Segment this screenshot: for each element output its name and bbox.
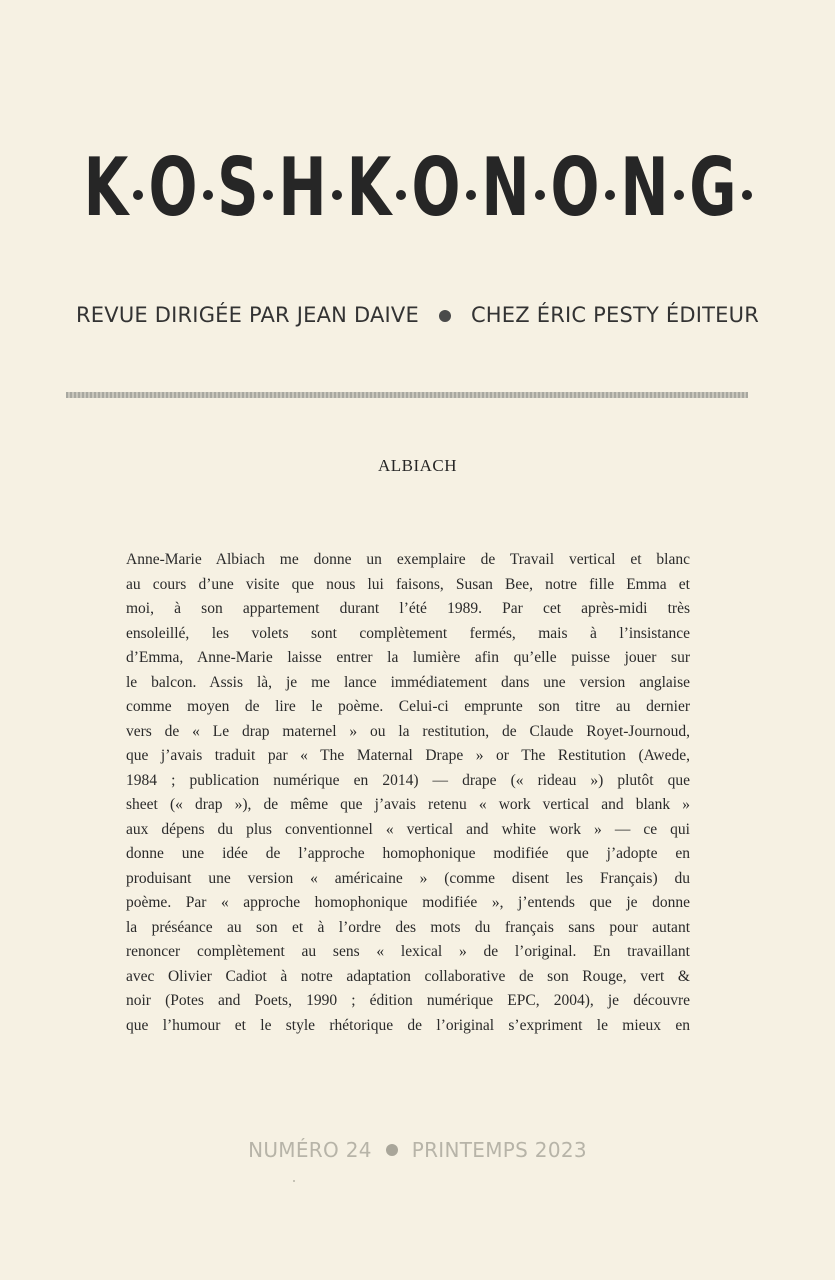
body-line: noir (Potes and Poets, 1990 ; édition numérique EPC, 2004), je découvre [126,992,690,1009]
masthead-dot [263,190,273,200]
masthead-dot [466,190,476,200]
header-divider [66,392,748,398]
masthead-letter: G [689,140,737,234]
body-line: ensoleillé, les volets sont complètement fermés, mais à l’insistance [126,624,690,642]
article-body [126,548,690,1038]
masthead-letter: O [550,140,600,234]
masthead-letter: S [217,140,259,234]
masthead-dot [332,190,342,200]
body-line: 1984 ; publication numérique en 2014) — drape (« rideau ») plutôt que [126,771,690,789]
issue-season: PRINTEMPS 2023 [411,1138,587,1162]
body-line: comme moyen de lire le poème. Celui-ci emprunte son titre au dernier [126,698,690,715]
body-line: sheet (« drap »), de même que j’avais retenu « work vertical and blank » [126,796,690,813]
body-line: moi, à son appartement durant l’été 1989. Par cet après-midi très [126,600,690,617]
publisher-credit: CHEZ ÉRIC PESTY ÉDITEUR [470,303,759,327]
article-title: ALBIACH [377,456,458,475]
masthead-dot [674,190,684,200]
masthead-dot [535,190,545,200]
body-line: Anne-Marie Albiach me donne un exemplaire de Travail vertical et blanc [126,551,690,568]
masthead-letter: K [84,140,129,234]
body-line: vers de « Le drap maternel » ou la restitution, de Claude Royet-Journoud, [126,722,690,740]
journal-masthead [0,132,835,242]
masthead-letter: K [346,140,392,234]
bullet-separator [439,310,451,322]
body-line: d’Emma, Anne-Marie laisse entrer la lumière afin qu’elle puisse jouer sur [126,649,690,666]
masthead-letter: O [148,140,198,234]
body-line: renoncer complètement au sens « lexical » de l’original. En travaillant [126,943,690,960]
body-line: produisant une version « américaine » (comme disent les Français) du [126,869,690,887]
paper-speck [293,1180,295,1182]
body-line: aux dépens du plus conventionnel « vertical and white work » — ce qui [126,820,690,838]
masthead-letter: H [278,140,327,234]
body-line: donne une idée de l’approche homophonique modifiée que j’adopte en [126,845,690,862]
masthead-letter: N [481,140,530,234]
body-line: au cours d’une visite que nous lui faisons, Susan Bee, notre fille Emma et [126,575,690,593]
body-line: que l’humour et le style rhétorique de l’original s’expriment le mieux en [126,1016,690,1034]
masthead-dot [203,190,213,200]
issue-footer [0,1138,835,1162]
masthead-letter: O [411,140,461,234]
masthead-dot [133,190,143,200]
masthead-letter: N [620,140,669,234]
masthead-dot [605,190,615,200]
body-line: avec Olivier Cadiot à notre adaptation collaborative de son Rouge, vert & [126,967,690,985]
masthead-subtitle [0,303,835,327]
bullet-separator [386,1144,398,1156]
body-line: la préséance au son et à l’ordre des mots du français sans pour autant [126,918,690,936]
masthead-dot [396,190,406,200]
issue-number: NUMÉRO 24 [248,1138,372,1162]
masthead-dot [742,190,752,200]
body-line: le balcon. Assis là, je me lance immédiatement dans une version anglaise [126,673,690,691]
body-line: poème. Par « approche homophonique modifiée », j’entends que je donne [126,894,690,911]
body-line: que j’avais traduit par « The Maternal Drape » or The Restitution (Awede, [126,747,690,764]
editor-credit: REVUE DIRIGÉE PAR JEAN DAIVE [76,303,419,327]
